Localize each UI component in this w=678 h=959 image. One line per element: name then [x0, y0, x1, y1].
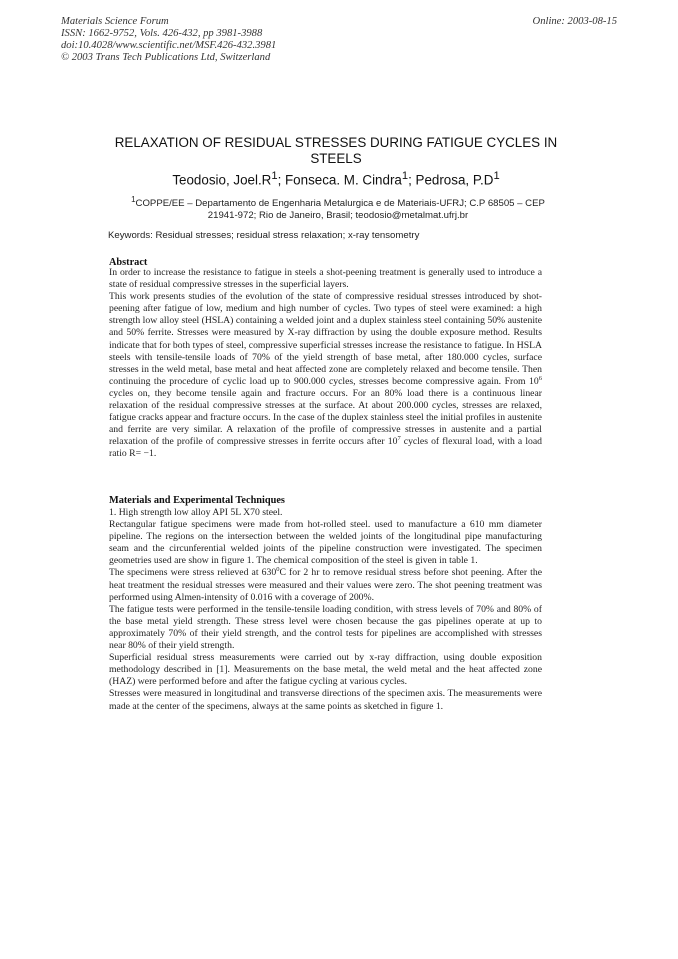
abstract-body — [109, 267, 542, 461]
abstract-paragraph-2 — [109, 291, 542, 460]
methods-paragraph-4: Superficial residual stress measurements were carried out by x-ray diffraction, using double exposition methodology described in [1]. Measurements on the base metal, the weld metal and the heat affected zone (HAZ) were performed before and after the fatigue cycling at various cycles. — [109, 652, 542, 688]
methods-item-1: 1. High strength low alloy API 5L X70 steel. — [109, 507, 283, 518]
author-1-affil-mark: 1 — [271, 170, 278, 182]
author-3-affil-mark: 1 — [493, 170, 500, 182]
affiliation — [108, 194, 568, 222]
methods-paragraph-1: Rectangular fatigue specimens were made from hot-rolled steel. used to manufacture a 610 mm diameter pipeline. The regions on the intersection between the welded joints of the longitudinal pipe manufacturing seam and the circunferential welded joints of the pipeline construction were investigated. The specimen geometries used are show in figure 1. The chemical composition of the steel is given in table 1. — [109, 519, 542, 567]
methods-paragraph-5: Stresses were measured in longitudinal and transverse directions of the specimen axis. The measurements were made at the center of the specimens, always at the same points as sketched in figure 1. — [109, 688, 542, 712]
title-line-2: STEELS — [310, 151, 362, 166]
copyright-line: © 2003 Trans Tech Publications Ltd, Switzerland — [61, 52, 271, 63]
paper-title — [100, 135, 572, 167]
methods-paragraph-2 — [109, 567, 542, 603]
author-1: Teodosio, Joel.R — [172, 172, 272, 188]
exponent: 6 — [538, 374, 542, 382]
affiliation-text-1: COPPE/EE – Departamento de Engenharia Metalurgica e de Materiais-UFRJ; C.P 68505 – CEP — [135, 198, 545, 210]
abstract-text-c: cycles of flexural load, with a load ratio R= −1. — [109, 436, 542, 460]
methods-paragraph-3: The fatigue tests were performed in the tensile-tensile loading condition, with stress levels of 70% and 80% of the base metal yield strength. These stress level were chosen because the gas pipelines operate at up to approximately 70% of their yield strength, and the control tests for pipelines are accomplished with stresses near 80% of their yield strength. — [109, 603, 542, 652]
online-date: Online: 2003-08-15 — [532, 16, 617, 27]
author-2: ; Fonseca. M. Cindra — [277, 172, 402, 188]
author-list — [100, 170, 572, 187]
journal-name: Materials Science Forum — [61, 16, 169, 27]
doi-line: doi:10.4028/www.scientific.net/MSF.426-432.3981 — [61, 40, 277, 51]
keywords: Keywords: Residual stresses; residual stress relaxation; x-ray tensometry — [108, 230, 420, 241]
abstract-text-a: This work presents studies of the evolution of the state of compressive residual stresses introduced by shot-peening after fatigue of low, medium and high number of cycles. Two types of steel were examined: a high strength low alloy steel (HSLA) containing a welded joint and a duplex stainless steel containing 50% austenite and 50% ferrite. Stresses were measured by X-ray diffraction by using the double exposure method. Results indicate that for both types of steel, compressive superficial stresses increase the resistance to fatigue. In HSLA steels with tensile-tensile loads of 70% of the yield strength of base metal, after 180.000 cycles, surface stresses in the weld metal, base metal and heat affected zone are completely relaxed and become tensile. Then continuing the procedure of cyclic load up to 900.000 cycles, stresses become compressive again. From 10 — [109, 291, 542, 387]
affiliation-line-1 — [108, 194, 568, 210]
author-3: ; Pedrosa, P.D — [408, 172, 494, 188]
methods-text-a: The specimens were stress relieved at 630 — [109, 567, 277, 579]
degree-mark: 0 — [276, 566, 280, 574]
methods-text-b: C for 2 hr to remove residual stress before shot peening. After the heat treatment the residual stresses were measured and their values were zero. The shot peening treatment was performed using Almen-intensity of 0.016 with a coverage of 200%. — [109, 567, 542, 603]
methods-heading: Materials and Experimental Techniques — [109, 495, 285, 506]
exponent: 7 — [397, 435, 401, 443]
abstract-heading: Abstract — [109, 257, 148, 268]
abstract-text-b: cycles on, they become tensile again and fracture occurs. For an 80% load there is a continuous linear relaxation of the residual compressive stresses at the surface. At about 200.000 cycles, stresses are relaxed, fatigue cracks appear and fracture occurs. In the case of the duplex stainless steel the initial profiles in austenite and ferrite are very similar. A relaxation of the profile of compressive stresses in austenite and a partial relaxation of the profile of compressive stresses in ferrite occurs after 10 — [109, 387, 542, 448]
journal-header — [61, 16, 617, 64]
author-2-affil-mark: 1 — [401, 170, 409, 182]
affiliation-line-2: 21941-972; Rio de Janeiro, Brasil; teodosio@metalmat.ufrj.br — [207, 210, 469, 222]
title-line-1: RELAXATION OF RESIDUAL STRESSES DURING FATIGUE CYCLES IN — [114, 135, 558, 150]
issn-line: ISSN: 1662-9752, Vols. 426-432, pp 3981-3988 — [61, 28, 263, 39]
methods-body — [109, 507, 542, 713]
affiliation-mark: 1 — [131, 195, 136, 204]
abstract-paragraph-1: In order to increase the resistance to fatigue in steels a shot-peening treatment is generally used to introduce a state of residual compressive stresses in the superficial layers. — [109, 267, 542, 291]
